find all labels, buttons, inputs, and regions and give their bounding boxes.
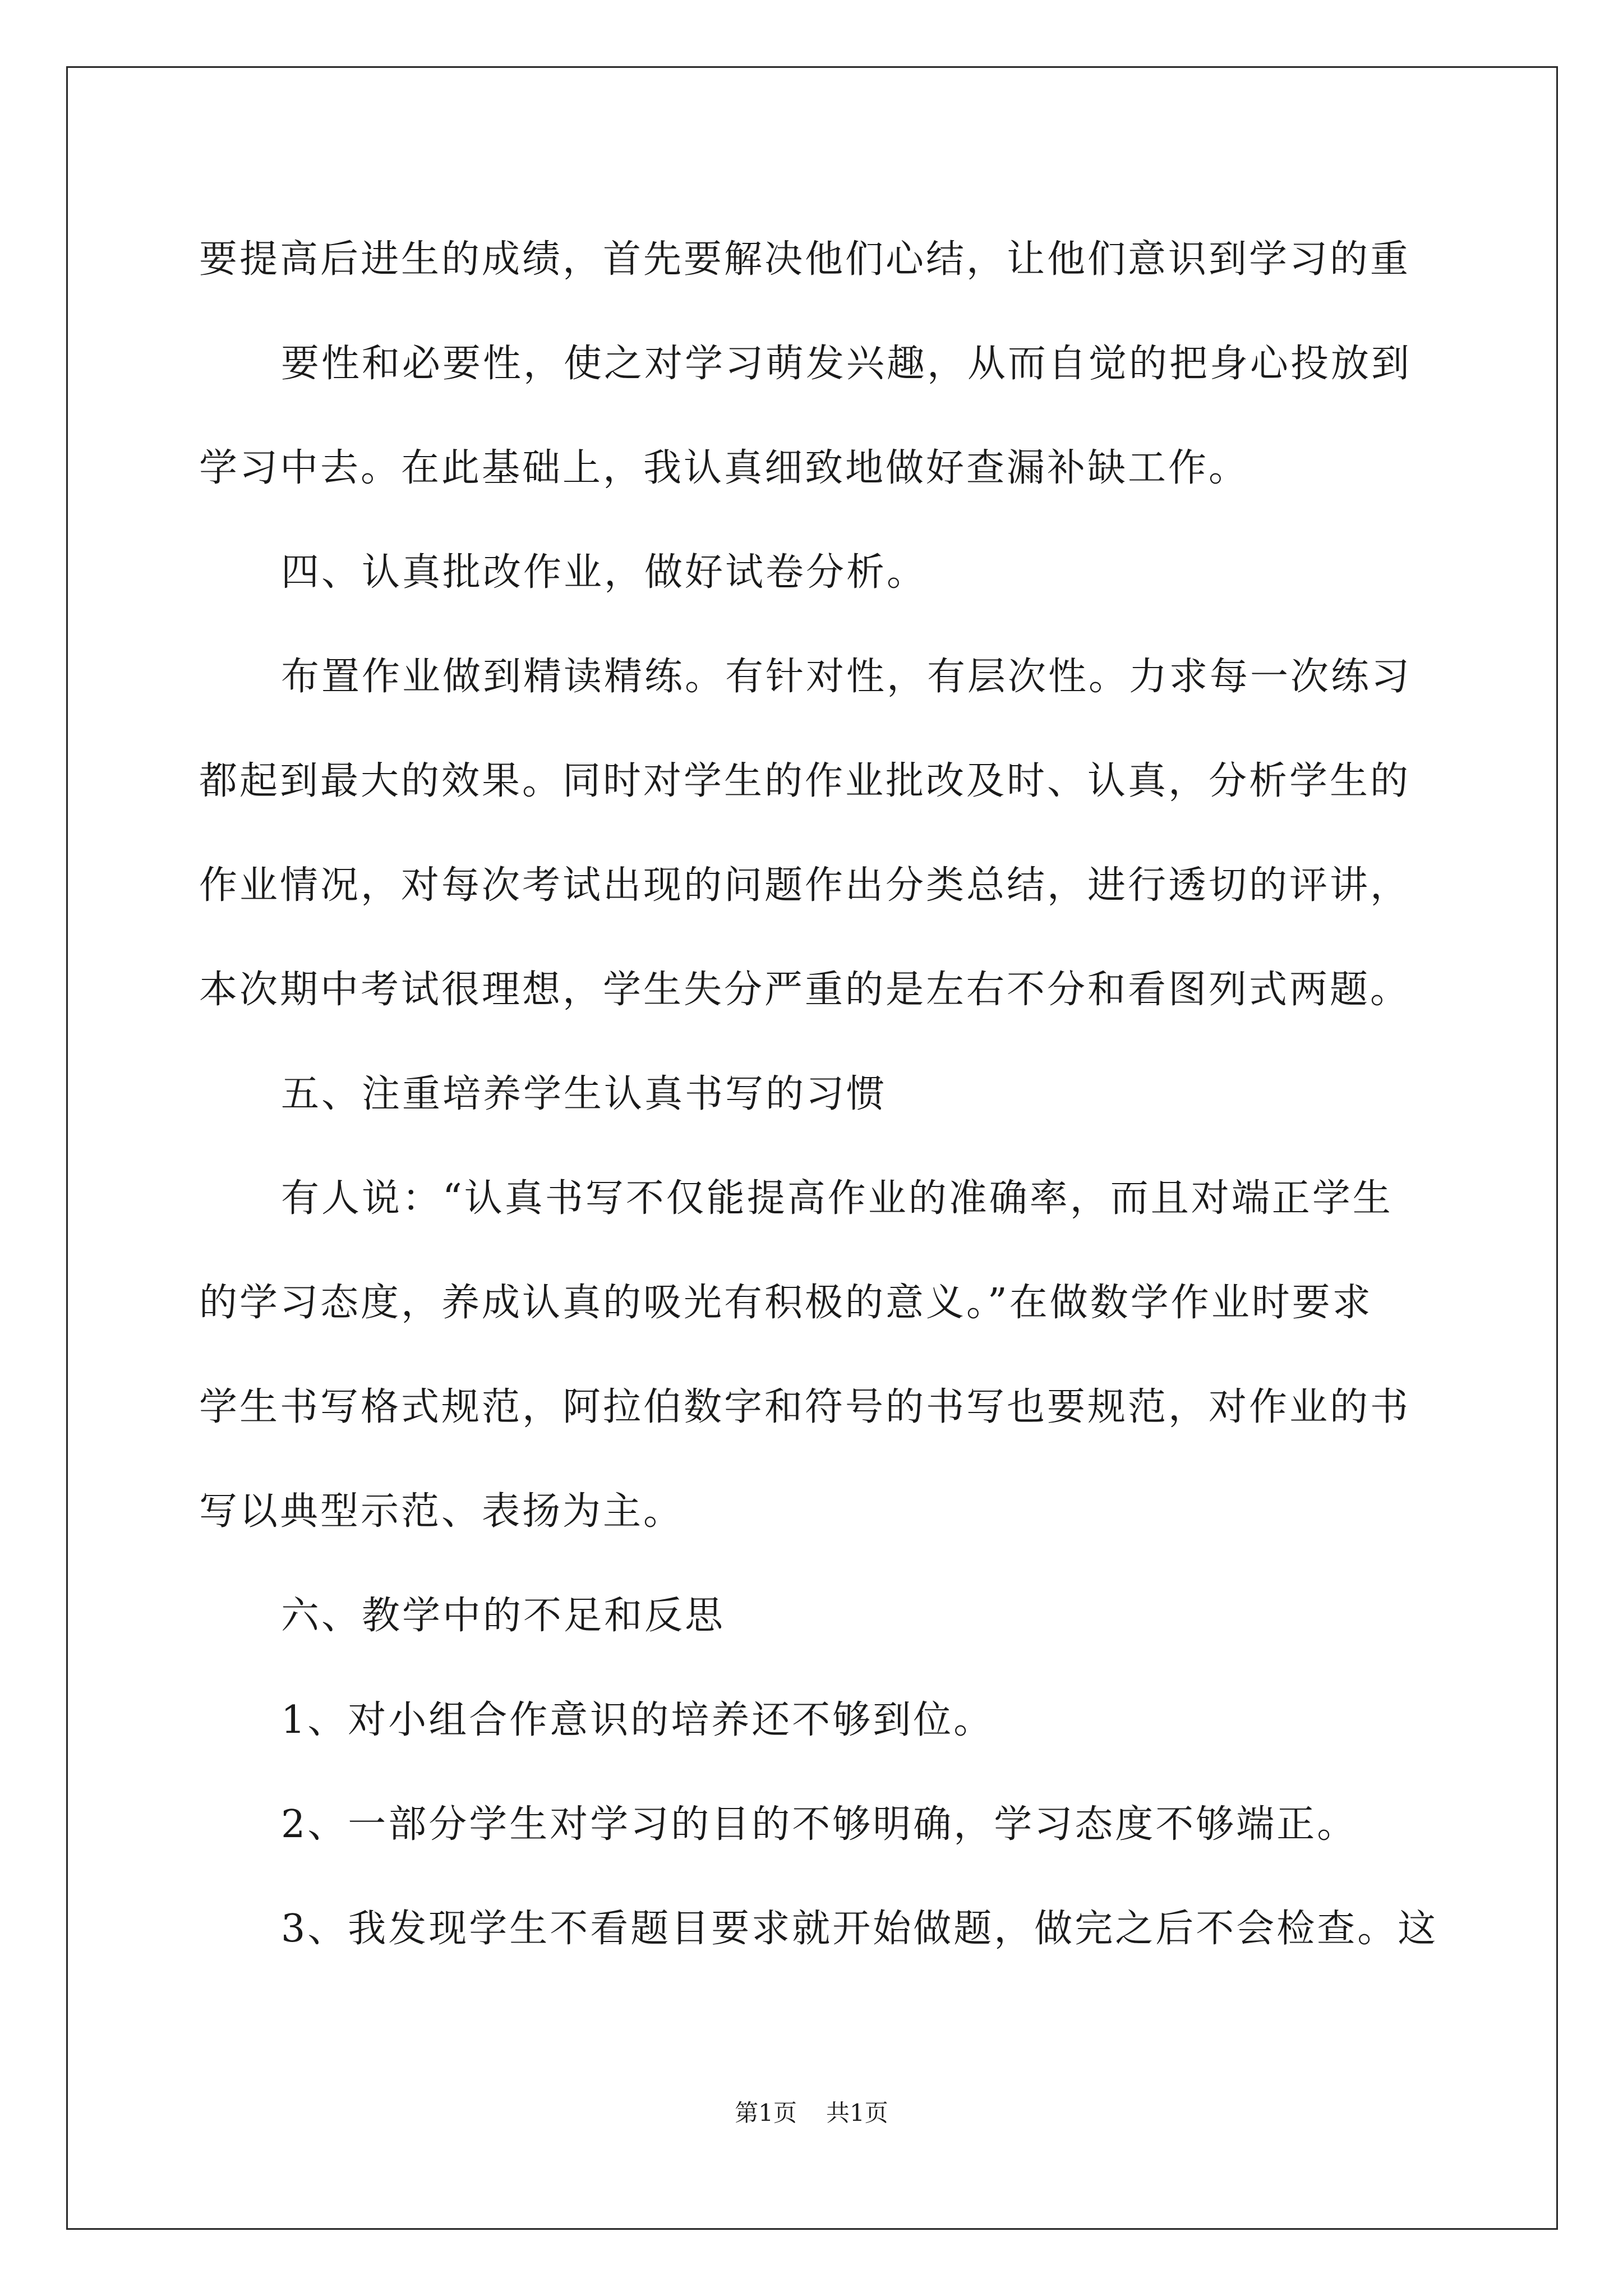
list-item: 1、对小组合作意识的培养还不够到位。	[281, 1698, 994, 1742]
page-number: 第1页	[735, 2099, 797, 2127]
section-heading: 四、认真批改作业，做好试卷分析。	[281, 550, 928, 595]
section-heading: 六、教学中的不足和反思	[281, 1594, 726, 1638]
text-line: 布置作业做到精读精练。有针对性，有层次性。力求每一次练习	[281, 655, 1412, 699]
text-line: 作业情况，对每次考试出现的问题作出分类总结，进行透切的评讲，	[199, 863, 1411, 908]
text-line: 学生书写格式规范，阿拉伯数字和符号的书写也要规范，对作业的书	[199, 1385, 1411, 1429]
text-line: 都起到最大的效果。同时对学生的作业批改及时、认真，分析学生的	[199, 759, 1411, 803]
section-heading: 五、注重培养学生认真书写的习惯	[281, 1072, 887, 1116]
text-line: 本次期中考试很理想，学生失分严重的是左右不分和看图列式两题。	[199, 968, 1411, 1012]
page-footer	[0, 2095, 1623, 2128]
text-line: 要性和必要性，使之对学习萌发兴趣，从而自觉的把身心投放到	[281, 342, 1412, 386]
text-line: 有人说：“认真书写不仅能提高作业的准确率，而且对端正学生	[281, 1176, 1393, 1221]
list-item: 2、一部分学生对学习的目的不够明确，学习态度不够端正。	[281, 1802, 1358, 1847]
text-line: 学习中去。在此基础上，我认真细致地做好查漏补缺工作。	[199, 446, 1249, 490]
text-line: 写以典型示范、表扬为主。	[199, 1489, 684, 1534]
text-line: 要提高后进生的成绩，首先要解决他们心结，让他们意识到学习的重	[199, 237, 1411, 282]
text-line: 的学习态度，养成认真的吸光有积极的意义。”在做数学作业时要求	[199, 1281, 1373, 1325]
document-body	[199, 208, 1438, 1981]
page-total: 共1页	[826, 2099, 888, 2127]
list-item: 3、我发现学生不看题目要求就开始做题，做完之后不会检查。这	[281, 1907, 1438, 1951]
